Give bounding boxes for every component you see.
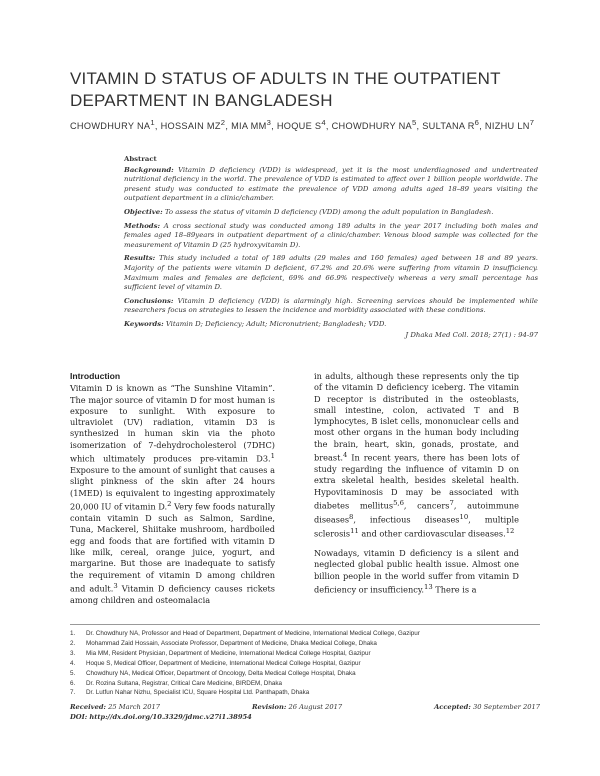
revision-date: Revision: 26 August 2017: [251, 703, 343, 711]
footnote: 7. Dr. Lutfun Nahar Nizhu, Specialist ICU, Square Hospital Ltd. Panthapath, Dhaka: [70, 689, 310, 697]
author: CHOWDHURY NA: [331, 121, 412, 132]
abstract-keywords: Keywords: Vitamin D; Deficiency; Adult; Micronutrient; Bangladesh; VDD.: [124, 319, 387, 328]
author: NIZHU LN: [484, 121, 530, 132]
body-column-right: [314, 371, 519, 604]
body-paragraph: Nowadays, vitamin D deficiency is a silent and neglected global public health issue. Almost one billion people in the world suffer from vitamin D deficiency or insufficiency.$^{13}$ There is a: [314, 548, 519, 595]
footnote: 1. Dr. Chowdhury NA, Professor and Head of Department, Department of Medicine, International Medical College, Gazipur: [70, 630, 420, 637]
body-paragraph: in adults, although these represents only the tip of the vitamin D deficiency iceberg. The vitamin D receptor is distributed in the osteoblasts, small intestine, colon, activated T and B lymphocytes, B islet cells, mononuclear cells and most other organs in the human body including the brain, heart, skin, gonads, prostate, and breast.$^4$ In recent years, there has been lots of study regarding the influence of vitamin D on extra skeletal health, besides skeletal health. Hypovitaminosis D may be associated with diabetes mellitus$^{5,6}$, cancers$^7$, autoimmune diseases$^8$, infectious diseases$^{10}$, multiple sclerosis$^{11}$ and other cardiovascular diseases.$^{12}$: [314, 371, 519, 539]
author: HOSSAIN MZ: [160, 121, 221, 132]
author-list: CHOWDHURY $NA^1$, HOSSAIN $MZ^2$, MIA $MM^3$, HOQUE $S^4$, CHOWDHURY $NA^5$, SULTANA $R^6$, NIZHU $LN^7$: [70, 118, 535, 132]
abstract-objective: Objective: To assess the status of vitamin D deficiency (VDD) among the adult population in Bangladesh.: [124, 207, 494, 216]
author: SULTANA R: [422, 121, 475, 132]
received-date: Received: 25 March 2017: [70, 703, 160, 711]
abstract-background: Background: Vitamin D deficiency (VDD) is widespread, yet it is the most underdiagnosed and undertreated nutritional deficiency in the world. The prevalence of VDD is estimated to affect over 1 billion people worldwide. The present study was conducted to estimate the prevalence of VDD among adults aged 18–89 years visiting the outpatient department in a clinic/chamber.: [124, 165, 538, 203]
footnote: 4. Hoque S, Medical Officer, Department of Medicine, International Medical College Hospital, Gazipur: [70, 659, 361, 667]
accepted-date: Accepted: 30 September 2017: [434, 703, 540, 711]
body-paragraph: Vitamin D is known as “The Sunshine Vitamin”. The major source of vitamin D for most human is exposure to sunlight. With exposure to ultraviolet (UV) radiation, vitamin D3 is synthesized in human skin via the photo isomerization of 7-dehydrocholesterol (7DHC) which ultimately produces pre-vitamin D3.$^1$ Exposure to the amount of sunlight that causes a slight pinkness of the skin after 24 hours (1MED) is equivalent to ingesting approximately 20,000 IU of vitamin D.$^2$ Very few foods naturally contain vitamin D such as Salmon, Sardine, Tuna, Mackerel, Shiitake mushroom, hardboiled egg and foods that are fortified with vitamin D like milk, cereal, orange juice, yogurt, and margarine. But those are inadequate to satisfy the requirement of vitamin D among children and adult.$^3$ Vitamin D deficiency causes rickets among children and osteomalacia: [70, 383, 276, 605]
abstract-results: Results: This study included a total of 189 adults (29 males and 160 females) aged between 18 and 89 years. Majority of the patients were vitamin D deficient, 67.2% and 20.6% were suffering from vitamin D insufficiency. Maximum males and females are deficient, 69% and 66.9% respectively whereas a very small percentage has sufficient level of vitamin D.: [124, 254, 538, 292]
body-column-left: [70, 371, 275, 614]
footnote: 2. Mohammad Zaid Hossain, Associate Professor, Department of Medicine, Dhaka Medical College, Dhaka: [70, 639, 377, 647]
abstract-methods: Methods: A cross sectional study was conducted among 189 adults in the year 2017 including both males and females aged 18–89years in outpatient department of a clinic/chamber. Venous blood sample was collected for the measurement of Vitamin D (25 hydroxyvitamin D).: [124, 221, 538, 249]
abstract-conclusions: Conclusions: Vitamin D deficiency (VDD) is alarmingly high. Screening services should be implemented while researchers focus on strategies to lessen the incidence and morbidity associated with these conditions.: [124, 296, 538, 315]
footnote: 6. Dr. Rozina Sultana, Registrar, Critical Care Medicine, BIRDEM, Dhaka: [70, 679, 282, 687]
footnote-divider: [70, 624, 540, 625]
author: MIA MM: [231, 121, 267, 132]
footnote: 5. Chowdhury NA, Medical Officer, Department of Oncology, Delta Medical College Hospital, Dhaka: [70, 669, 356, 677]
abstract-heading: Abstract: [124, 155, 157, 163]
section-heading-introduction: Introduction: [70, 371, 121, 381]
article-dates: [70, 703, 540, 723]
footnotes: [70, 629, 540, 698]
journal-citation: J Dhaka Med Coll. 2018; 27(1) : 94-97: [405, 330, 538, 339]
author: CHOWDHURY NA: [70, 121, 151, 132]
author: HOQUE S: [276, 121, 322, 132]
doi: DOI: http://dx.doi.org/10.3329/jdmc.v27i1.38954: [70, 712, 252, 721]
footnote: 3. Mia MM, Resident Physician, Department of Medicine, International Medical College Hospital, Gazipur: [70, 649, 371, 657]
article-title: VITAMIN D STATUS OF ADULTS IN THE OUTPATIENT DEPARTMENT IN BANGLADESH: [70, 69, 501, 110]
abstract: [124, 155, 538, 340]
